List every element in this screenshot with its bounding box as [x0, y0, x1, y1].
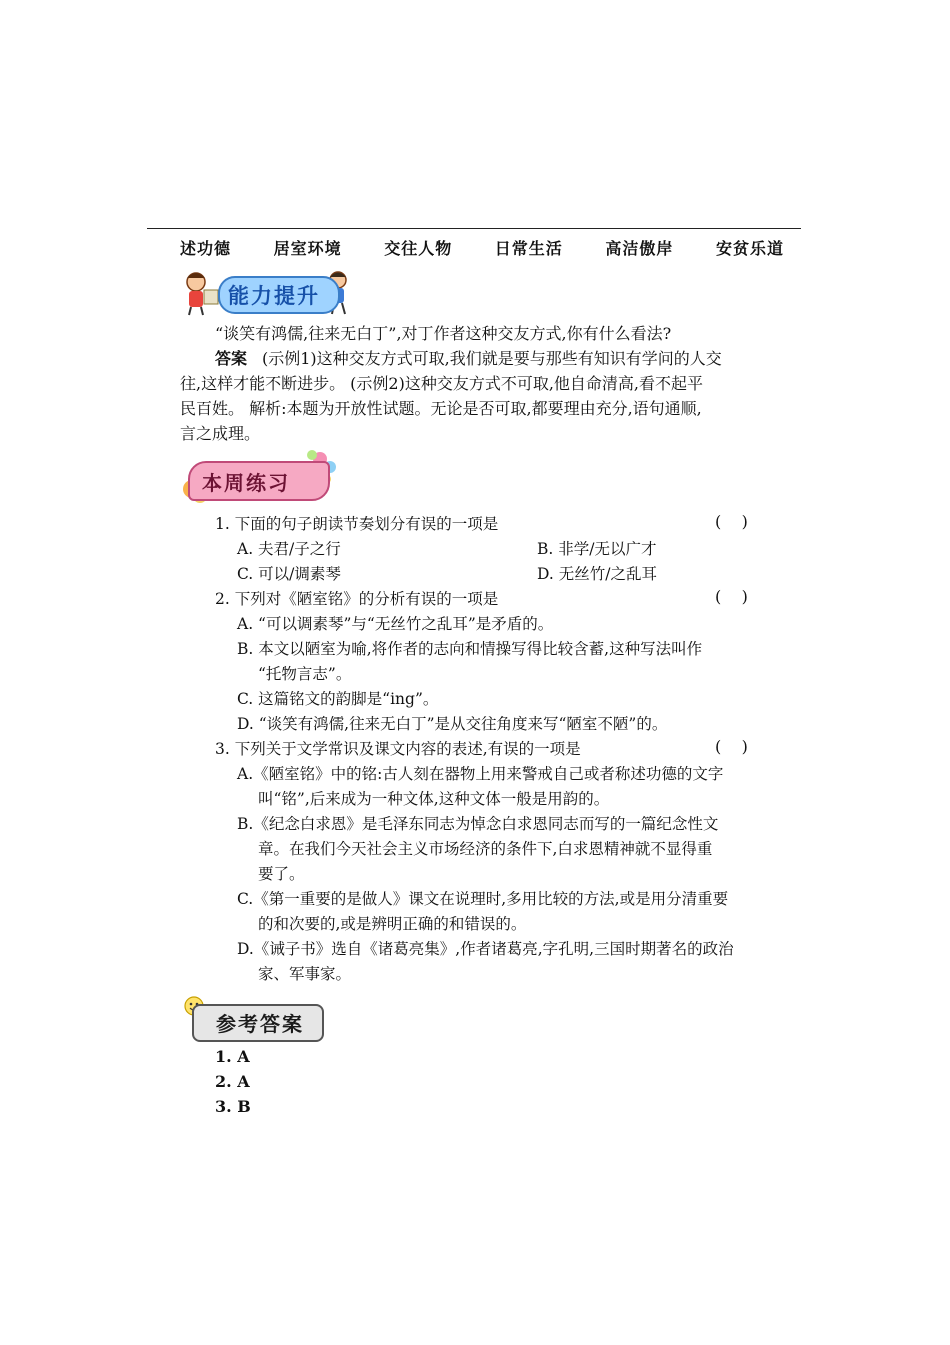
question-stem: 1. 下面的句子朗读节奏划分有误的一项是: [215, 515, 499, 533]
topic-keyword: 交往人物: [384, 239, 453, 258]
option-b: B. 非学/无以广才: [537, 540, 657, 558]
option-b-cont: 章。在我们今天社会主义市场经济的条件下,白求恩精神就不显得重: [258, 840, 713, 858]
topic-keyword: 述功德: [180, 239, 232, 258]
answer-text-line: 民百姓。 解析:本题为开放性试题。无论是否可取,都要理由充分,语句通顺,: [180, 399, 702, 418]
answer-key-item: 2. A: [215, 1072, 250, 1091]
option-a-cont: 叫“铭”,后来成为一种文体,这种文体一般是用韵的。: [258, 790, 610, 808]
answer-bracket: ( ): [715, 737, 748, 756]
option-b: B.《纪念白求恩》是毛泽东同志为悼念白求恩同志而写的一篇纪念性文: [237, 815, 719, 833]
answer-text-line: 言之成理。: [180, 424, 261, 443]
option-d: D. 无丝竹/之乱耳: [537, 565, 657, 583]
ability-question: “谈笑有鸿儒,往来无白丁”,对丁作者这种交友方式,你有什么看法?: [215, 324, 672, 343]
option-d-cont: 家、军事家。: [258, 965, 352, 983]
section-title: 本周练习: [202, 471, 290, 495]
topic-keyword: 高洁傲岸: [605, 239, 674, 258]
answer-key-item: 3. B: [215, 1097, 251, 1116]
option-c: C. 可以/调素琴: [237, 565, 341, 583]
option-a: A. “可以调素琴”与“无丝竹之乱耳”是矛盾的。: [237, 615, 554, 633]
section-title: 能力提升: [228, 284, 320, 308]
topic-keywords: [180, 236, 802, 259]
topic-keyword: 日常生活: [494, 239, 563, 258]
answer-label: 答案: [215, 349, 248, 368]
header-rule: [147, 228, 801, 229]
option-c-cont: 的和次要的,或是辨明正确的和错误的。: [258, 915, 527, 933]
answer-text-line: 往,这样才能不断进步。 (示例2)这种交友方式不可取,他自命清高,看不起平: [180, 374, 704, 393]
answer-bracket: ( ): [715, 587, 748, 606]
ability-section-badge: [178, 268, 353, 316]
answer-text-line: (示例1)这种交友方式可取,我们就是要与那些有知识有学问的人交: [262, 349, 722, 368]
topic-keyword: 安贫乐道: [715, 239, 784, 258]
option-b-cont: “托物言志”。: [258, 665, 352, 683]
option-a: A.《陋室铭》中的铭:古人刻在器物上用来警戒自己或者称述功德的文字: [237, 765, 724, 783]
option-b-cont: 要了。: [258, 865, 305, 883]
option-b: B. 本文以陋室为喻,将作者的志向和情操写得比较含蓄,这种写法叫作: [237, 640, 703, 658]
option-c: C. 这篇铭文的韵脚是“ing”。: [237, 690, 439, 708]
answer-key-item: 1. A: [215, 1047, 250, 1066]
topic-keyword: 居室环境: [273, 239, 342, 258]
option-c: C.《第一重要的是做人》课文在说理时,多用比较的方法,或是用分清重要: [237, 890, 729, 908]
section-title: 参考答案: [216, 1012, 304, 1036]
question-stem: 2. 下列对《陋室铭》的分析有误的一项是: [215, 590, 499, 608]
answers-section-badge: [180, 994, 325, 1046]
option-a: A. 夫君/子之行: [237, 540, 341, 558]
weekly-section-badge: [180, 449, 340, 507]
answer-bracket: ( ): [715, 512, 748, 531]
option-d: D. “谈笑有鸿儒,往来无白丁”是从交往角度来写“陋室不陋”的。: [237, 715, 668, 733]
question-stem: 3. 下列关于文学常识及课文内容的表述,有误的一项是: [215, 740, 581, 758]
option-d: D.《诫子书》选自《诸葛亮集》,作者诸葛亮,字孔明,三国时期著名的政治: [237, 940, 734, 958]
